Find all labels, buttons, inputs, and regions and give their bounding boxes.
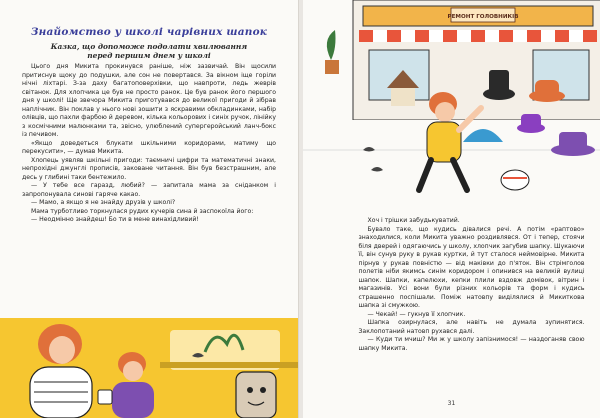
hat-icon bbox=[517, 114, 545, 133]
paragraph: «Якщо доведеться блукати шкільними коридорами, матиму що перекусити», — думав Микита. bbox=[22, 139, 276, 155]
right-page bbox=[303, 0, 600, 418]
paragraph: — Куди ти мчиш? Ми ж у школу запізнимося! — наздоганяв свою шапку Микита. bbox=[358, 336, 585, 352]
chapter-subtitle-line: Казка, що допоможе подолати хвилювання bbox=[50, 42, 248, 51]
chapter-subtitle-line: перед першим днем у школі bbox=[87, 51, 211, 60]
paragraph: — У тебе все гаразд, любий? — запитала мама за сніданком і запропонувала синові гаряче какао. bbox=[22, 182, 276, 198]
paragraph: — Мамо, а якщо я не знайду друзів у школі? bbox=[31, 199, 176, 206]
page-number: 31 bbox=[447, 400, 456, 407]
left-page bbox=[0, 0, 299, 418]
paragraph: Мама турботливо торкнулася рудих кучерів сина й заспокоїла його: bbox=[31, 207, 254, 215]
chapter-subtitle bbox=[28, 42, 270, 60]
paragraph: Хлопець уявляв шкільні пригоди: таємничі цифри та математичні знаки, непрохідні джунглі прописів, заковане читання. Він був безстрашним, але десь у глибині таки бентежило. bbox=[22, 156, 276, 181]
paragraph: Бувало таке, що кудись дівалися речі. А потім «раптово» знаходилися, коли Микита уважно роздивлявся. От і тепер, стоячи біля дверей і одягаючись у школу, хлопчик загубив шапку. Шукаючи її, він сунув руку в рукав куртки, й тут сталося неймовірне. Микита пірнув у рукав повністю — від маківки до п'яток. Він стрімголов полетів ніби якимсь синім коридором і опинився на великій вулиці шапок. Шапки, капелюхи, кепки плили вздовж домівок, вітрин і магазинів. Усі вони були різних кольорів та форм і кудись страшенно поспішали. Поміж натовпу виділялися й Микиткова шапка зі смужкою. bbox=[358, 225, 585, 309]
right-body-text bbox=[359, 217, 585, 353]
paragraph: — Чекай! — гукнув її хлопчик. bbox=[367, 310, 466, 318]
paragraph: — Неодмінно знайдеш! Бо ти в мене винахідливий! bbox=[31, 216, 199, 223]
backpack-icon bbox=[236, 372, 276, 418]
kitchen-illustration bbox=[0, 312, 298, 418]
paragraph: Цього дня Микита прокинувся раніше, ніж зазвичай. Він щосили притиснув щоку до подушки, але сон не повертався. За вікном іще горіли нічні ліхтарі. З-за даху багатоповерхівки, що навпроти, ледь жеврів світанок. Для хлопчика це був не просто ранок. Це був ранок його першого дня у школі! Ще звечора Микита приготувався до великої пригоди й зібрав наплічник. Він поклав у нього нові зошити з яскравими обкладинками, набір олівців, що пахли фарбою й деревом, кілька кольорових і синіх ручок, лінійку з космічними малюнками та, звісно, улюблений супергеройський ланч-бокс із печивом. bbox=[22, 63, 276, 138]
paragraph: Шапка озирнулася, але навіть не думала зупинятися. Заклопотаний натовп рухався далі. bbox=[358, 319, 585, 335]
striped-cap-icon bbox=[501, 170, 529, 190]
shop-sign: РЕМОНТ ГОЛОВНИКІВ bbox=[447, 14, 518, 20]
paragraph: Хоч і трішки забудькуватий. bbox=[367, 217, 460, 224]
awning bbox=[359, 30, 597, 42]
chapter-title: Знайомство у школі чарівних шапок bbox=[30, 26, 268, 38]
hat-street-illustration bbox=[303, 0, 600, 210]
left-body-text bbox=[22, 63, 276, 225]
